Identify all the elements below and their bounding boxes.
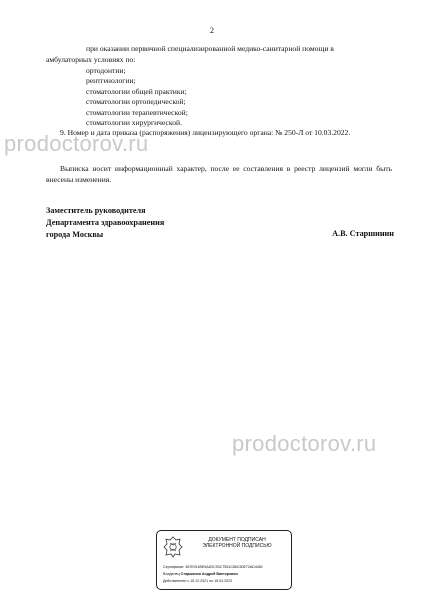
- list-item: стоматологии хирургической.: [86, 118, 182, 128]
- list-item: рентгенологии;: [86, 76, 136, 86]
- signer-position: [46, 205, 164, 241]
- list-item: ортодонтии;: [86, 66, 126, 75]
- list-item: стоматологии ортопедической;: [86, 97, 186, 107]
- coat-of-arms-icon: [161, 535, 185, 559]
- stamp-owner-value: Старшинин Андрей Викторович: [180, 572, 238, 576]
- stamp-title-line: ЭЛЕКТРОННОЙ ПОДПИСЬЮ: [202, 543, 272, 549]
- stamp-owner-label: Владелец: [163, 572, 180, 576]
- stamp-certificate: [163, 565, 263, 569]
- stamp-certificate-value: 367E0169E0A4DC93C7551C86C50E72AD4481: [185, 565, 263, 569]
- order-number-paragraph: 9. Номер и дата приказа (распоряжения) лицензирующего органа: № 250-Л от 10.03.2022.: [60, 128, 351, 137]
- electronic-signature-stamp: [156, 530, 292, 590]
- stamp-title-line: ДОКУМЕНТ ПОДПИСАН: [208, 537, 266, 543]
- watermark: prodoctorov.ru: [4, 131, 149, 156]
- watermark: prodoctorov.ru: [232, 431, 377, 456]
- stamp-owner: [163, 572, 238, 576]
- services-list: [86, 66, 188, 128]
- paragraph-second-line: амбулаторных условиях по:: [46, 55, 136, 64]
- paragraph-first-line: при оказании первичной специализированной медико-санитарной помощи в: [86, 44, 334, 53]
- stamp-validity: [163, 579, 232, 583]
- stamp-validity-label: Действителен с: [163, 579, 190, 583]
- signer-name: А.В. Старшинин: [332, 229, 394, 238]
- signer-position-line: Департамента здравоохранения: [46, 218, 165, 227]
- list-item: стоматологии терапевтической;: [86, 107, 188, 117]
- stamp-certificate-label: Сертификат:: [163, 565, 185, 569]
- list-item: стоматологии общей практики;: [86, 86, 187, 96]
- stamp-title: [187, 537, 287, 549]
- page-number: 2: [210, 26, 214, 35]
- signer-position-line: Заместитель руководителя: [46, 206, 146, 215]
- stamp-validity-value: 15.12.2021 по 15.03.2023: [190, 579, 233, 583]
- disclaimer-paragraph: Выписка носит информационный характер, после ее составления в реестр лицензий могли быть внесены изменения.: [46, 164, 392, 184]
- signer-position-line: города Москвы: [46, 230, 104, 239]
